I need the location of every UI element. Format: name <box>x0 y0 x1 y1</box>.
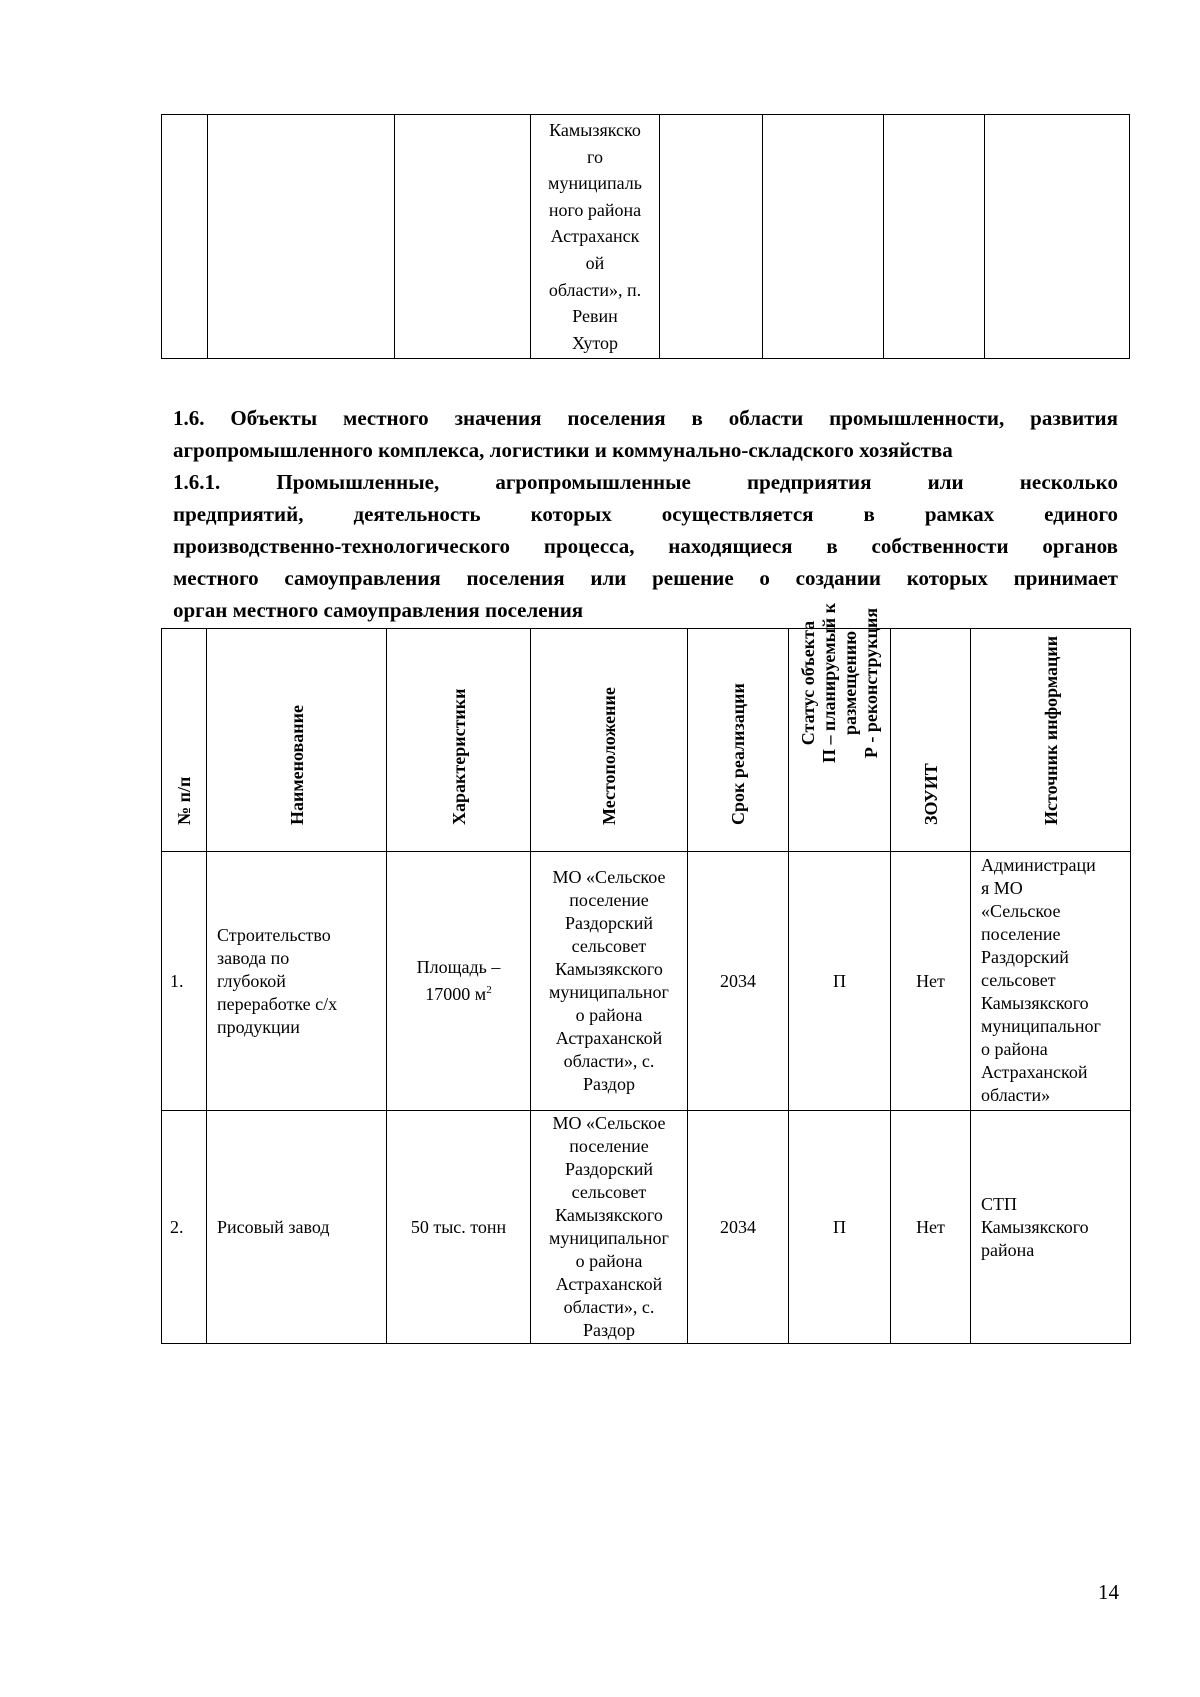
heading-line: 1.6.1. Промышленные, агропромышленные предприятия или несколько <box>173 470 1118 494</box>
section-heading <box>173 402 1118 626</box>
row-status: П <box>789 1111 891 1344</box>
location-line: области», п. <box>548 279 642 300</box>
header-characteristics: Характеристики <box>387 629 531 852</box>
heading-line: предприятий, деятельность которых осуществляется в рамках единого <box>173 502 1118 526</box>
heading-line: местного самоуправления поселения или решение о создании которых принимает <box>173 566 1118 590</box>
row-num: 1. <box>162 852 207 1111</box>
cell-source <box>985 115 1130 359</box>
row-zouit: Нет <box>891 1111 971 1344</box>
row-name: Строительство завода по глубокой переработке с/х продукции <box>207 852 387 1111</box>
location-line: ой <box>585 252 605 273</box>
cell-name <box>208 115 395 359</box>
heading-line: агропромышленного комплекса, логистики и коммунально-складского хозяйства <box>173 438 953 462</box>
cell-location <box>531 115 660 359</box>
cell-term <box>660 115 763 359</box>
row-location: МО «Сельское поселение Раздорский сельсовет Камызякского муниципальног о района Астраханской области», с. Раздор <box>531 1111 688 1344</box>
row-num: 2. <box>162 1111 207 1344</box>
location-line: го <box>587 146 603 167</box>
cell-zouit <box>884 115 985 359</box>
location-line: Хутор <box>571 332 619 353</box>
location-line: муниципаль <box>548 173 642 194</box>
table-row <box>162 1111 1131 1344</box>
row-zouit: Нет <box>891 852 971 1111</box>
location-line: Ревин <box>572 306 618 327</box>
header-location: Местоположение <box>531 629 688 852</box>
location-line: Камызякско <box>549 120 641 140</box>
header-zouit: ЗОУИТ <box>891 629 971 852</box>
header-term: Срок реализации <box>688 629 789 852</box>
heading-line: орган местного самоуправления поселения <box>173 598 584 622</box>
row-location: МО «Сельское поселение Раздорский сельсовет Камызякского муниципальног о района Астраханской области», с. Раздор <box>531 852 688 1111</box>
row-characteristics: Площадь – 17000 $м^2$ <box>387 852 531 1111</box>
header-name: Наименование <box>207 629 387 852</box>
location-line: Астраханск <box>550 226 640 247</box>
row-source: СТП Камызякского района <box>971 1111 1131 1344</box>
header-source: Источник информации <box>971 629 1131 852</box>
cell-num <box>162 115 208 359</box>
row-source: Администраци я МО «Сельское поселение Раздорский сельсовет Камызякского муниципальног о района Астраханской области» <box>971 852 1131 1111</box>
cell-characteristics <box>395 115 531 359</box>
row-name: Рисовый завод <box>207 1111 387 1344</box>
row-term: 2034 <box>688 852 789 1111</box>
row-characteristics: 50 тыс. тонн <box>387 1111 531 1344</box>
heading-line: производственно-технологического процесса, находящиеся в собственности органов <box>173 534 1118 558</box>
continuation-table <box>161 114 1130 359</box>
header-row <box>162 629 1131 852</box>
header-num: № п/п <box>162 629 207 852</box>
table-row <box>162 852 1131 1111</box>
heading-line: 1.6. Объекты местного значения поселения в области промышленности, развития <box>173 406 1118 430</box>
row-term: 2034 <box>688 1111 789 1344</box>
cell-status <box>763 115 884 359</box>
location-line: ного района <box>548 199 642 220</box>
row-status: П <box>789 852 891 1111</box>
page-number: 14 <box>1098 1580 1119 1604</box>
continuation-row <box>162 115 1130 359</box>
header-status: Статус объекта П – планируемый к размещению Р - реконструкция <box>789 629 891 852</box>
